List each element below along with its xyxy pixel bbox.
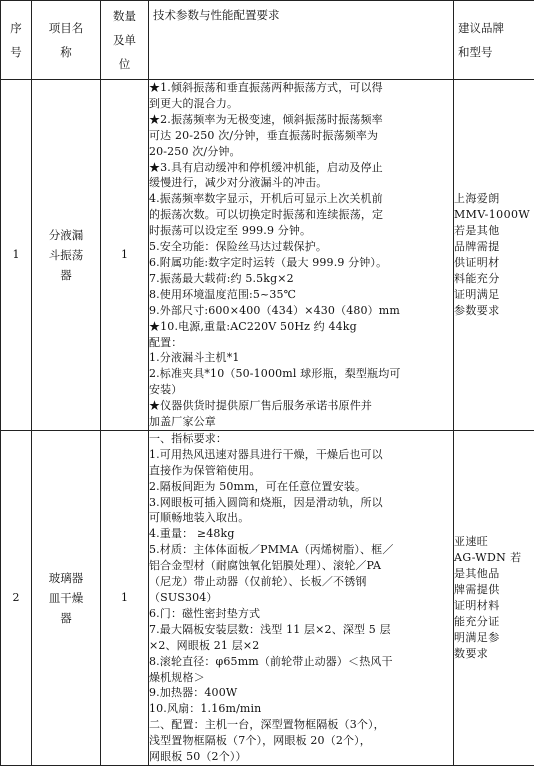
row-num: 1 [1,80,32,431]
header-qty: 数量 及单 位 [101,1,149,80]
row-item-name: 分液漏 斗振荡 器 [32,80,101,431]
header-tech: 技术参数与性能配置要求 [149,1,454,80]
row-qty: 1 [101,80,149,431]
row-qty: 1 [101,430,149,765]
header-brand: 建议品牌 和型号 [454,1,534,80]
header-row [1,1,534,80]
table-row [1,430,534,765]
header-name: 项目名 称 [32,1,101,80]
row-item-name: 玻璃器 皿干燥 器 [32,430,101,765]
row-tech-spec: ★1.倾斜振荡和垂直振荡两种振荡方式，可以得 到更大的混合力。 ★2.振荡频率为无极变速，倾斜振荡时振荡频率 可达 20-250 次/分钟，垂直振荡时振荡频率为 20-250 次/分钟。 ★3.具有启动缓冲和停机缓冲机能，启动及停止 缓慢进行，减少对分液漏斗的冲击。 4.振荡频率数字显示，开机后可显示上次关机前 的振荡次数。可以切换定时振荡和连续振荡，定 时振荡可以设定至 999.9 分钟。 5.安全功能：保险丝马达过载保护。 6.附属功能:数字定时运转（最大 999.9 分钟）。 7.振荡最大载荷:约 5.5kg×2 8.使用环境温度范围:5~35℃ 9.外部尺寸:600×400（434）×430（480）mm ★10.电源,重量:AC220V 50Hz 约 44kg 配置： 1.分液漏斗主机*1 2.标准夹具*10（50-1000ml 球形瓶，梨型瓶均可 安装） ★仪器供货时提供原厂售后服务承诺书原件并 加盖厂家公章 [149,80,454,431]
row-num: 2 [1,430,32,765]
row-brand-model: 上海爱朗 MMV-1000W 若是其他 品牌需提 供证明材 料能充分 证明满足 参数要求 [454,80,534,431]
header-num: 序 号 [1,1,32,80]
row-brand-model: 亚速旺 AG-WDN 若 是其他品 牌需提供 证明材料 能充分证 明满足参 数要求 [454,430,534,765]
table-row [1,80,534,431]
row-tech-spec: 一、指标要求： 1.可用热风迅速对器具进行干燥，干燥后也可以 直接作为保管箱使用。 2.隔板间距为 50mm，可在任意位置安装。 3.网眼板可插入圆筒和烧瓶，因是滑动轨，所以 可顺畅地装入取出。 4.重量： ≥48kg 5.材质：主体体面板／PMMA（丙烯树脂）、框／ 铝合金型材（耐腐蚀氧化铝膜处理）、滚轮／PA （尼龙）带止动器（仅前轮）、长板／不锈钢 （SUS304） 6.门：磁性密封垫方式 7.最大隔板安装层数：浅型 11 层×2、深型 5 层 ×2、网眼板 21 层×2 8.滚轮直径：φ65mm（前轮带止动器）＜热风干 燥机规格＞ 9.加热器：400W 10.风扇：1.16m/min 二、配置：主机一台，深型置物框隔板（3个）， 浅型置物框隔板（7个），网眼板 20（2个）， 网眼板 50（2个）） [149,430,454,765]
